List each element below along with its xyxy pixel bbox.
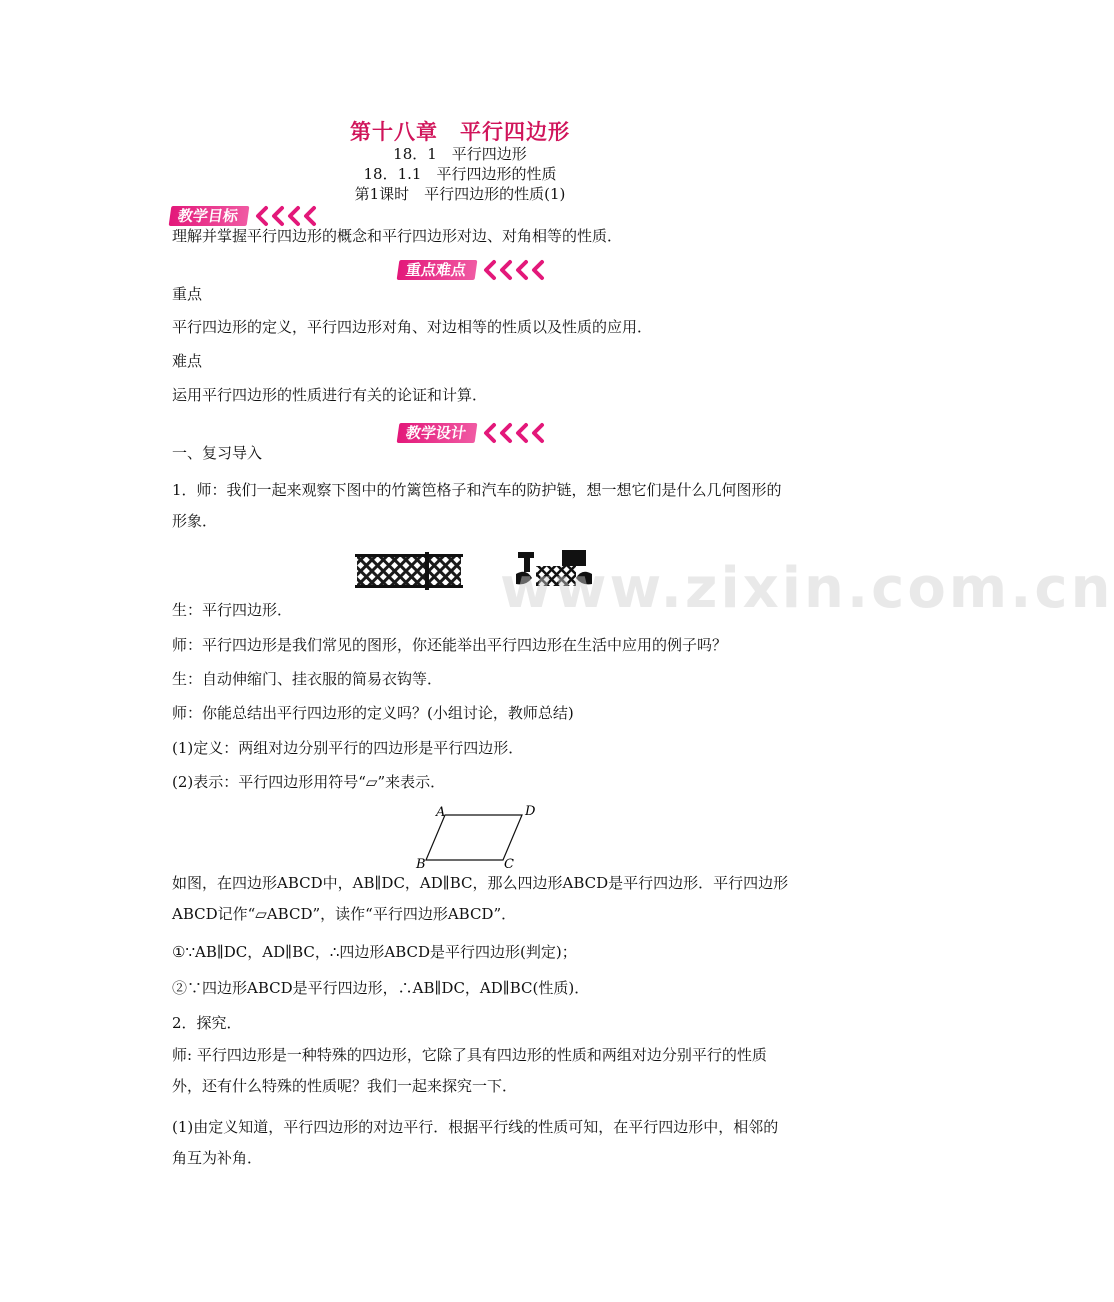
notation: (2)表示：平行四边形用符号“▱”来表示．: [172, 773, 446, 791]
chapter-title: 第十八章 平行四边形: [350, 119, 570, 144]
part1-heading: 一、复习导入: [172, 444, 263, 462]
objectives-banner-label: 教学目标: [169, 206, 250, 226]
definition: (1)定义：两组对边分别平行的四边形是平行四边形．: [172, 739, 524, 757]
key-points-banner-label: 重点难点: [397, 260, 478, 280]
explanation: 如图，在四边形ABCD中，AB∥DC，AD∥BC，那么四边形ABCD是平行四边形．平行四边形ABCD记作“▱ABCD”，读作“平行四边形ABCD”．: [172, 874, 789, 923]
label-c: C: [504, 857, 514, 872]
student-answer-1: 生：平行四边形．: [172, 601, 293, 619]
bamboo-fence-image: [355, 552, 463, 590]
objectives-banner: [170, 205, 322, 227]
difficult-label: 难点: [172, 352, 203, 370]
label-d: D: [525, 804, 536, 819]
parallelogram-figure: [412, 802, 542, 872]
difficult-text: 运用平行四边形的性质进行有关的论证和计算．: [172, 386, 488, 404]
chevrons-icon: [480, 259, 550, 281]
parallelogram-shape: [426, 815, 522, 860]
reasoning-2: ②∵四边形ABCD是平行四边形，∴AB∥DC，AD∥BC(性质)．: [172, 979, 590, 997]
part2-heading: 2．探究．: [172, 1014, 242, 1032]
lesson-title: 第1课时 平行四边形的性质(1): [354, 185, 566, 203]
teacher-explore: 师: 平行四边形是一种特殊的四边形，它除了具有四边形的性质和两组对边分别平行的性质外，还有什么特殊的性质呢？我们一起来探究一下．: [172, 1046, 767, 1095]
key-points-banner: [398, 259, 550, 281]
teacher-question-2: 师：平行四边形是我们常见的图形，你还能举出平行四边形在生活中应用的例子吗？: [172, 636, 728, 654]
question-1: 1．师：我们一起来观察下图中的竹篱笆格子和汽车的防护链，想一想它们是什么几何图形的形象．: [172, 481, 782, 530]
key-text: 平行四边形的定义，平行四边形对角、对边相等的性质以及性质的应用．: [172, 318, 653, 336]
chevrons-icon: [480, 422, 550, 444]
property-1: (1)由定义知道，平行四边形的对边平行．根据平行线的性质可知，在平行四边形中，相邻的角互为补角．: [172, 1118, 779, 1167]
objectives-text: 理解并掌握平行四边形的概念和平行四边形对边、对角相等的性质．: [172, 227, 623, 245]
student-answer-2: 生：自动伸缩门、挂衣服的简易衣钩等．: [172, 670, 443, 688]
reasoning-1: ①∵AB∥DC，AD∥BC，∴四边形ABCD是平行四边形(判定)；: [172, 943, 577, 961]
design-banner: [398, 422, 550, 444]
label-b: B: [416, 857, 426, 872]
subsection-title: 18．1.1 平行四边形的性质: [363, 165, 557, 183]
watermark: www.zixin.com.cn: [500, 556, 1114, 621]
chevrons-icon: [252, 205, 322, 227]
teacher-question-3: 师：你能总结出平行四边形的定义吗？(小组讨论，教师总结): [172, 704, 574, 722]
design-banner-label: 教学设计: [397, 423, 478, 443]
label-a: A: [436, 805, 446, 820]
section-title: 18．1 平行四边形: [393, 145, 527, 163]
key-label: 重点: [172, 285, 203, 303]
